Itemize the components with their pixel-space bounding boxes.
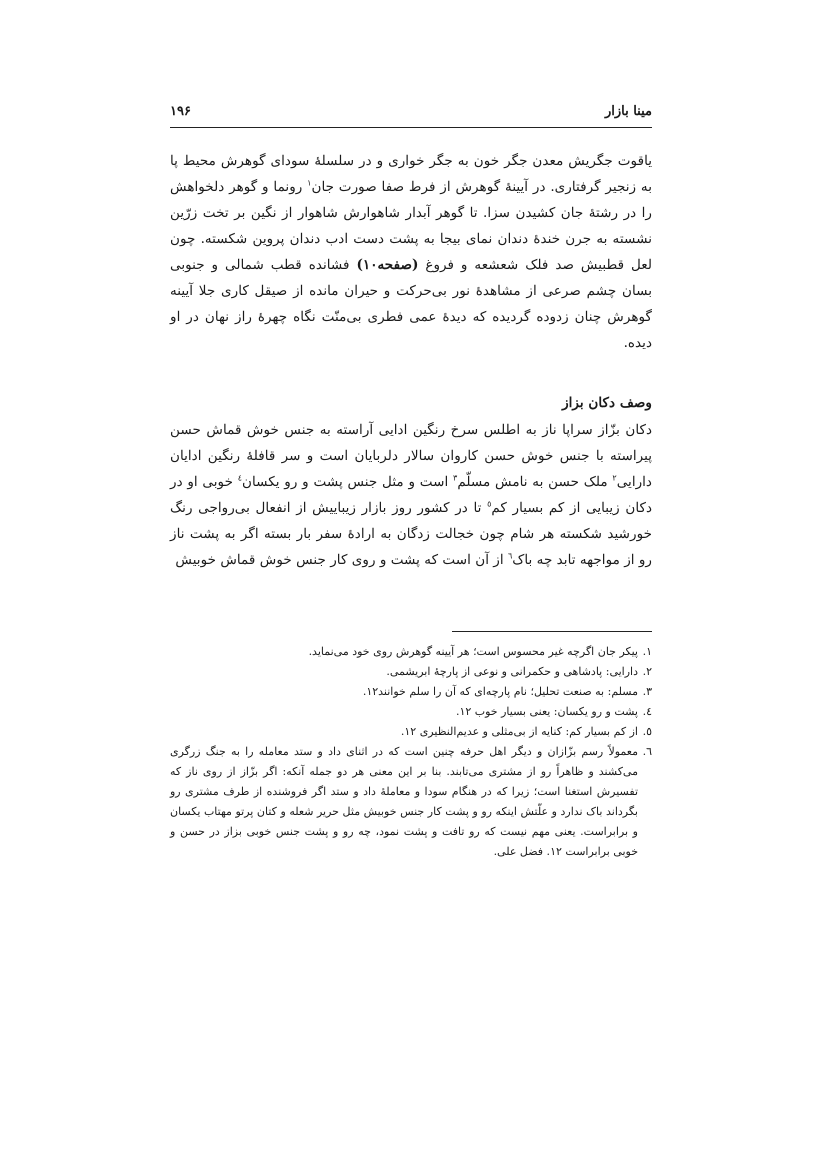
body-paragraph-2 — [170, 417, 652, 573]
footnote-ref: ۱ — [307, 178, 312, 188]
footnote-item — [170, 702, 652, 722]
footnote-ref: ۳ — [453, 473, 458, 483]
text-run: خوبی او در دکان زیبایی از کم بسیار کم — [170, 474, 652, 516]
footnote-text: پیکر جان اگرچه غیر محسوس است؛ هر آیینه گوهرش روی خود می‌نماید. — [308, 645, 638, 658]
text-run: فشانده قطب شمالی و جنوبی بسان چشم صرعی از مشاهدهٔ نور بی‌حرکت و حیران مانده از صیقل کاری جلا آیینه گوهرش چنان زدوده گردیده که دیدهٔ عمی فطری بی‌منّت نگاه چهرهٔ راز نهان در او دیده. — [170, 257, 652, 351]
footnote-item — [170, 682, 652, 702]
page-marker: (صفحه۱۰) — [356, 257, 419, 273]
text-run: تا در کشور روز بازار زیباییش از انفعال بی‌رواجی رنگ خورشید شکسته هر شام چون خجالت زدگان به ارادهٔ سفر بار بسته اگر به پشت ناز رو از مواجهه تابد چه باک — [170, 500, 652, 568]
footnote-text: معمولاً رسم بزّازان و دیگر اهل حرفه چنین است که در اثنای داد و ستد معامله را به جنگ زرگری می‌کشند و ظاهراً رو از مشتری می‌تابند. بنا بر این معنی هر دو جمله آنکه: اگر بزّاز از روی ناز که تفسیرش استغنا است؛ زیرا که در هنگام سودا و معاملهٔ داد و ستد اگر فروشنده از طرف مشتری رو بگرداند باک ندارد و علّتش اینکه رو و پشت کار جنس خوبیش مثل حریر شعله و کتان پرتو مهتاب یکسان و برابراست. یعنی مهم نیست که رو تافت و پشت نمود، چه رو و پشت جنس خوبی بزاز در حسن و خوبی برابراست ۱۲. فضل علی. — [170, 745, 638, 858]
footnote-ref: ٦ — [507, 551, 513, 561]
footnote-text: مسلم: به صنعت تحلیل؛ نام پارچه‌ای که آن را سلم خوانند۱۲. — [362, 685, 638, 698]
header-rule — [170, 127, 652, 128]
text-run: دکان بزّاز سراپا ناز به اطلس سرخ رنگین ادایی آراسته به جنس خوش قماش حسن پیراسته با جنس خوش حسن کاروان سالار دلربایان است و سر قافلهٔ رنگین ادایان دارایی — [170, 422, 652, 490]
text-run: است و مثل جنس پشت و رو یکسان — [242, 474, 454, 490]
footnote-number: ٦. — [642, 745, 652, 758]
footnote-text: پشت و رو یکسان: یعنی بسیار خوب ۱۲. — [455, 705, 638, 718]
footnote-text: از کم بسیار کم: کنایه از بی‌مثلی و عدیم‌النظیری ۱۲. — [400, 725, 638, 738]
footnote-ref: ۲ — [612, 473, 617, 483]
footnote-item — [170, 722, 652, 742]
text-run: یاقوت جگریش معدن جگر خون به جگر خواری و در سلسلهٔ سودای گوهرش محیط پا به زنجیر گرفتاری. در آیینهٔ گوهرش از فرط صفا صورت جان — [170, 153, 652, 195]
footnote-number: ٤. — [642, 705, 652, 718]
footnote-ref: ٤ — [237, 473, 243, 483]
text-run: ملک حسن به نامش مسلّم — [457, 474, 613, 490]
footnote-item — [170, 662, 652, 682]
section-heading: وصف دکان بزاز — [562, 395, 652, 411]
footnote-text: دارایی: پادشاهی و حکمرانی و نوعی از پارچهٔ ابریشمی. — [386, 665, 638, 678]
page-header — [170, 104, 652, 124]
running-title: مینا بازار — [604, 104, 652, 119]
footnote-number: ۳. — [642, 685, 652, 698]
footnote-rule — [452, 631, 652, 632]
footnote-item — [170, 642, 652, 662]
footnote-ref: ٥ — [487, 499, 492, 509]
body-paragraph-1 — [170, 148, 652, 356]
text-run: رونما و گوهر دلخواهش را در رشتهٔ جان کشیدن سزا. تا گوهر آبدار شاهوارش شاهوار از نگین بر تخت زرّین نشسته به جرن خندهٔ دندان نمای بیجا به پشت دست ادب دندان پروین شکسته. چون لعل قطبیش صد فلک شعشعه و فروغ — [170, 179, 652, 273]
footnote-number: ٥. — [642, 725, 652, 738]
footnote-number: ۲. — [642, 665, 652, 678]
text-run: از آن است که پشت و روی کار جنس خوش قماش خوبیش — [175, 552, 508, 568]
footnote-number: ۱. — [642, 645, 652, 658]
footnote-item — [170, 742, 652, 862]
footnotes-list — [170, 642, 652, 862]
page-number: ۱۹۶ — [170, 104, 191, 119]
